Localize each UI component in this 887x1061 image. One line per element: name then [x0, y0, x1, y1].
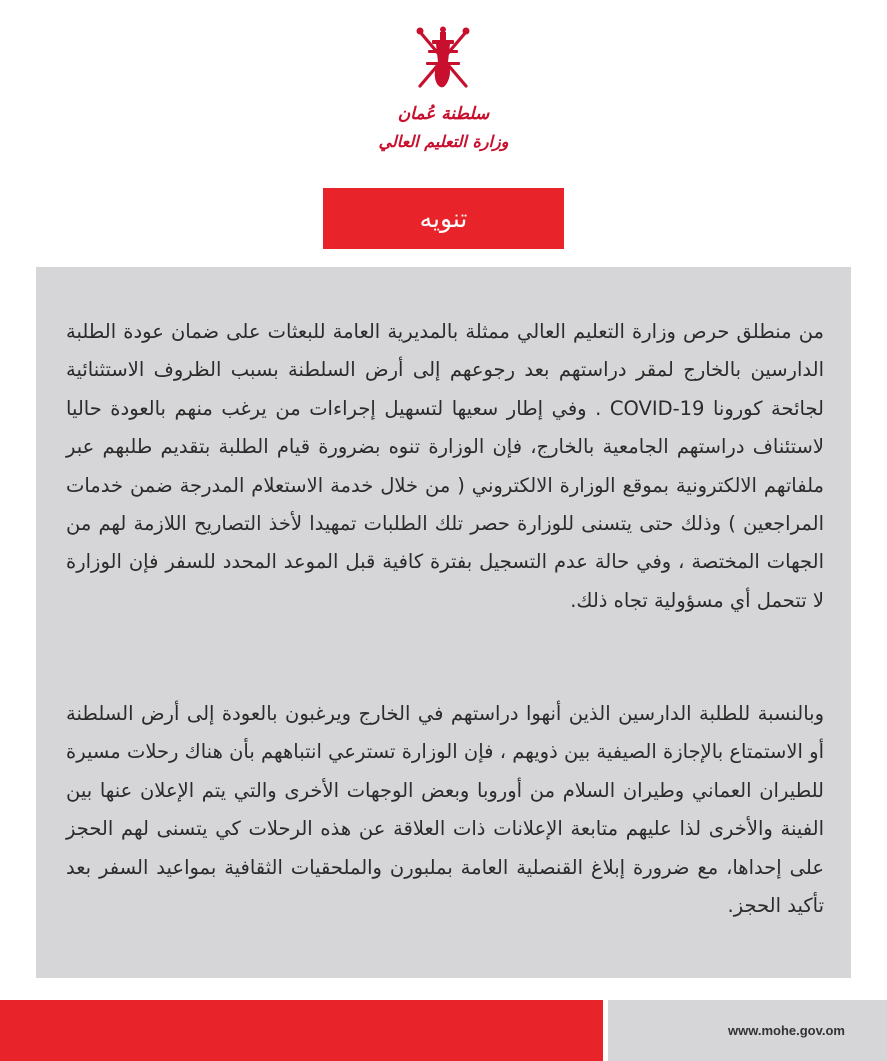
footer-website-link[interactable]: www.mohe.gov.om — [727, 1023, 845, 1038]
org-name: سلطنة عُمان — [397, 104, 490, 124]
footer-grey-bar — [608, 1000, 887, 1061]
notice-paragraph-2: وبالنسبة للطلبة الدارسين الذين أنهوا دراستهم في الخارج ويرغبون بالعودة إلى أرض السلطنة أو الاستمتاع بالإجازة الصيفية بين ذويهم ، فإن الوزارة تسترعي انتباههم بأن هناك رحلات مسيرة للطيران العماني وطيران السلام من أوروبا وبعض الوجهات الأخرى والتي يتم الإعلان عنها بين الفينة والأخرى لذا عليهم متابعة الإعلانات ذات العلاقة عن هذه الرحلات كي يتسنى لهم الحجز على إحداها، مع ضرورة إبلاغ القنصلية العامة بملبورن والملحقيات الثقافية بمواعيد السفر بعد تأكيد الحجز. — [66, 702, 824, 918]
ministry-name: وزارة التعليم العالي — [378, 132, 509, 151]
header — [0, 0, 887, 180]
notice-paragraph-1: من منطلق حرص وزارة التعليم العالي ممثلة بالمديرية العامة للبعثات على ضمان عودة الطلبة الدارسين بالخارج لمقر دراستهم بعد رجوعهم إلى أرض السلطنة بسبب الظروف الاستثنائية لجائحة كورونا COVID-19 . وفي إطار سعيها لتسهيل إجراءات من يرغب منهم بالعودة حاليا لاستئناف دراستهم الجامعية بالخارج، فإن الوزارة تنوه بضرورة قيام الطلبة بتقديم طلبهم عبر ملفاتهم الالكترونية بموقع الوزارة الالكتروني ( من خلال خدمة الاستعلام المدرجة ضمن خدمات المراجعين ) وذلك حتى يتسنى للوزارة حصر تلك الطلبات تمهيدا لأخذ التصاريح اللازمة لهم من الجهات المختصة ، وفي حالة عدم التسجيل بفترة كافية قبل الموعد المحدد للسفر فإن الوزارة لا تتحمل أي مسؤولية تجاه ذلك. — [66, 320, 824, 612]
notice-body — [36, 267, 851, 978]
oman-khanjar-emblem-icon — [410, 26, 476, 98]
notice-banner — [323, 188, 564, 249]
notice-title: تنويه — [419, 204, 468, 233]
footer-red-bar — [0, 1000, 603, 1061]
